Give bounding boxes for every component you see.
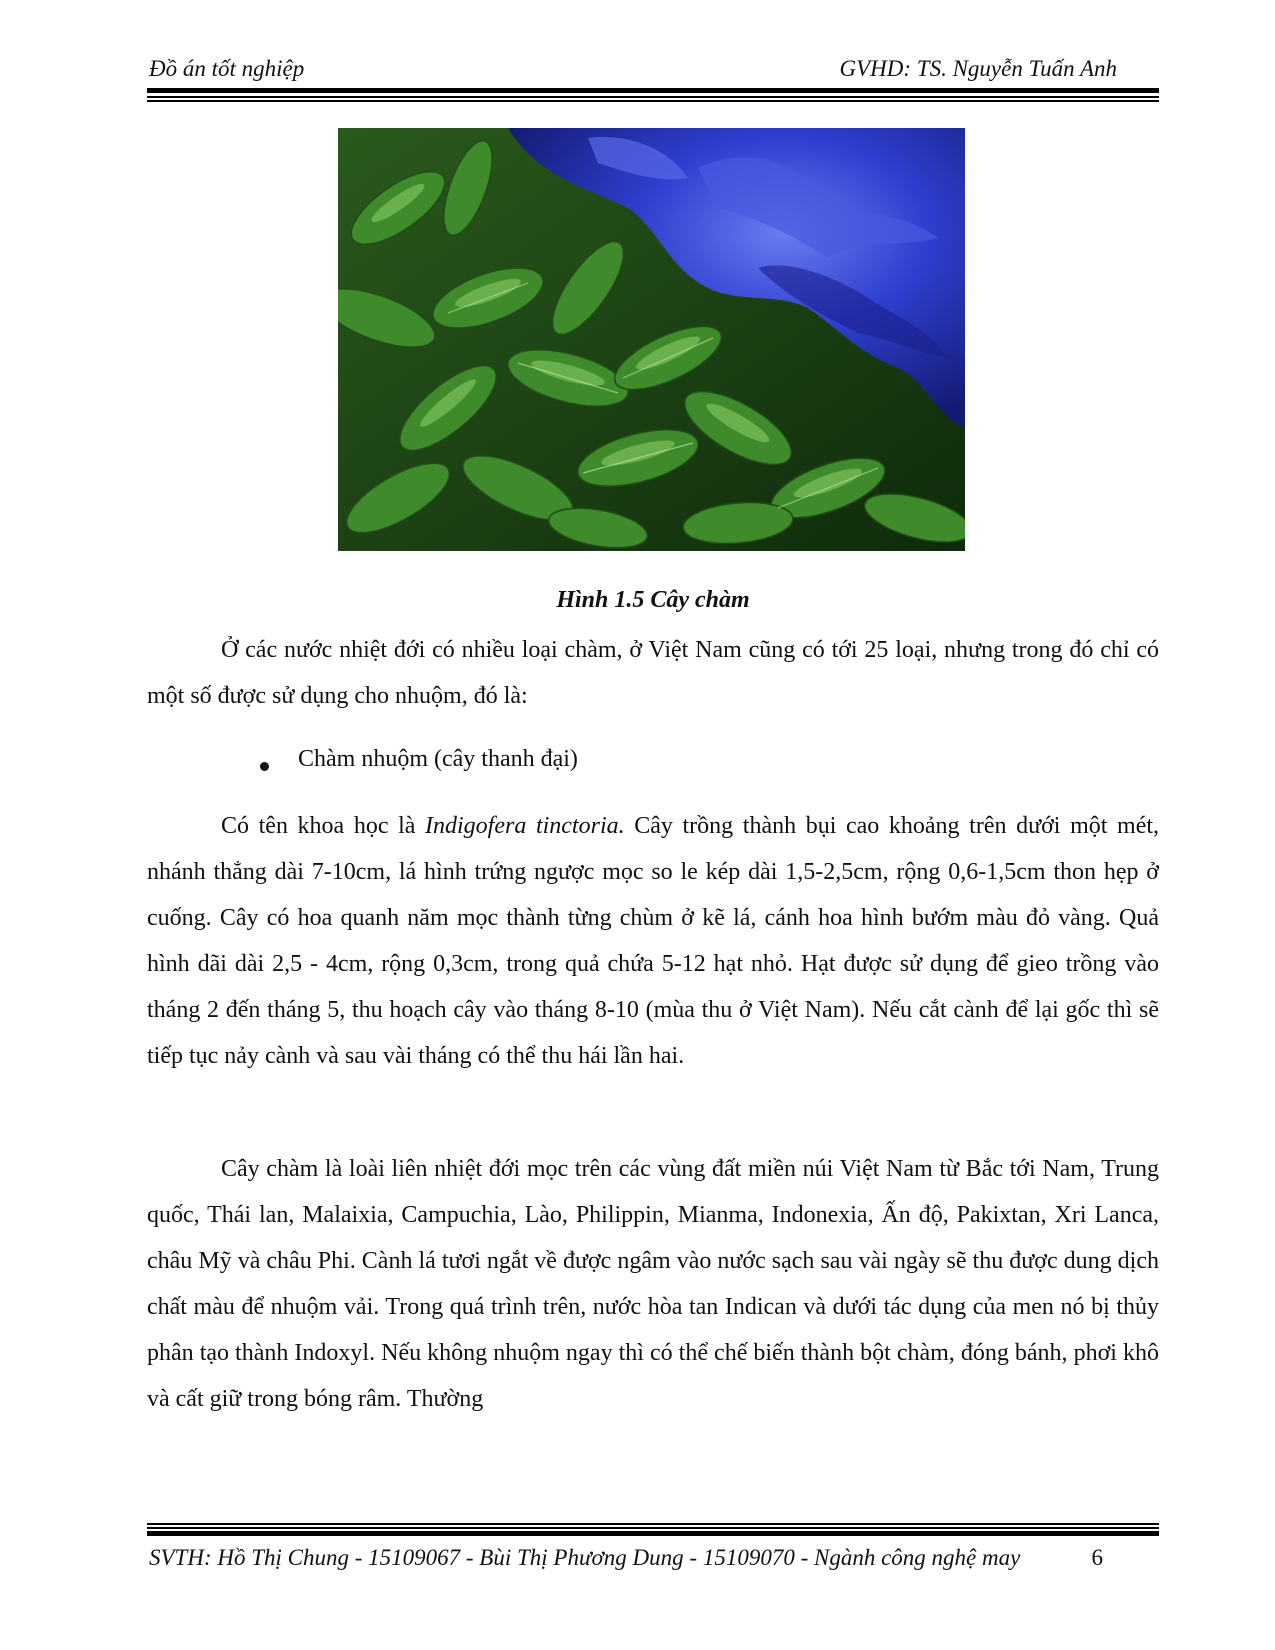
bullet-marker [260, 762, 269, 771]
page-header [147, 50, 1159, 86]
paragraph-2-rest: Cây trồng thành bụi cao khoảng trên dưới một mét, nhánh thẳng dài 7-10cm, lá hình trứng ngược mọc so le kép dài 1,5-2,5cm, rộng 0,6-1,5cm thon hẹp ở cuống. Cây có hoa quanh năm mọc thành từng chùm ở kẽ lá, cánh hoa hình bướm màu đỏ vàng. Quả hình dãi dài 2,5 - 4cm, rộng 0,3cm, trong quả chứa 5-12 hạt nhỏ. Hạt được sử dụng để gieo trồng vào tháng 2 đến tháng 5, thu hoạch cây vào tháng 8-10 (mùa thu ở Việt Nam). Nếu cắt cành để lại gốc thì sẽ tiếp tục nảy cành và sau vài tháng có thể thu hái lần hai. [147, 813, 1160, 1069]
paragraph-2-prefix: Có tên khoa học là [221, 813, 426, 839]
bullet-item: Chàm nhuộm (cây thanh đại) [298, 746, 578, 772]
paragraph-2 [147, 803, 1159, 1079]
header-rule [147, 88, 1159, 104]
header-title: Đồ án tốt nghiệp [149, 56, 305, 81]
scientific-name: Indigofera tinctoria. [425, 813, 625, 839]
page-footer [147, 1541, 1159, 1577]
indigo-plant-photo [338, 128, 965, 551]
header-supervisor: GVHD: TS. Nguyễn Tuấn Anh [839, 56, 1117, 81]
paragraph-1: Ở các nước nhiệt đới có nhiều loại chàm, ở Việt Nam cũng có tới 25 loại, nhưng trong đó chỉ có một số được sử dụng cho nhuộm, đó là: [147, 637, 1159, 709]
figure-caption: Hình 1.5 Cây chàm [556, 587, 750, 613]
page-number: 6 [1091, 1545, 1103, 1570]
footer-authors: SVTH: Hồ Thị Chung - 15109067 - Bùi Thị Phương Dung - 15109070 - Ngành công nghệ may [149, 1545, 1021, 1570]
paragraph-3: Cây chàm là loài liên nhiệt đới mọc trên các vùng đất miền núi Việt Nam từ Bắc tới Nam, Trung quốc, Thái lan, Malaixia, Campuchia, Lào, Philippin, Mianma, Indonexia, Ấn độ, Pakixtan, Xri Lanca, châu Mỹ và châu Phi. Cành lá tươi ngắt về được ngâm vào nước sạch sau vài ngày sẽ thu được dung dịch chất màu để nhuộm vải. Trong quá trình trên, nước hòa tan Indican và dưới tác dụng của men nó bị thủy phân tạo thành Indoxyl. Nếu không nhuộm ngay thì có thể chế biến thành bột chàm, đóng bánh, phơi khô và cất giữ trong bóng râm. Thường [147, 1156, 1159, 1412]
footer-rule [147, 1523, 1159, 1539]
